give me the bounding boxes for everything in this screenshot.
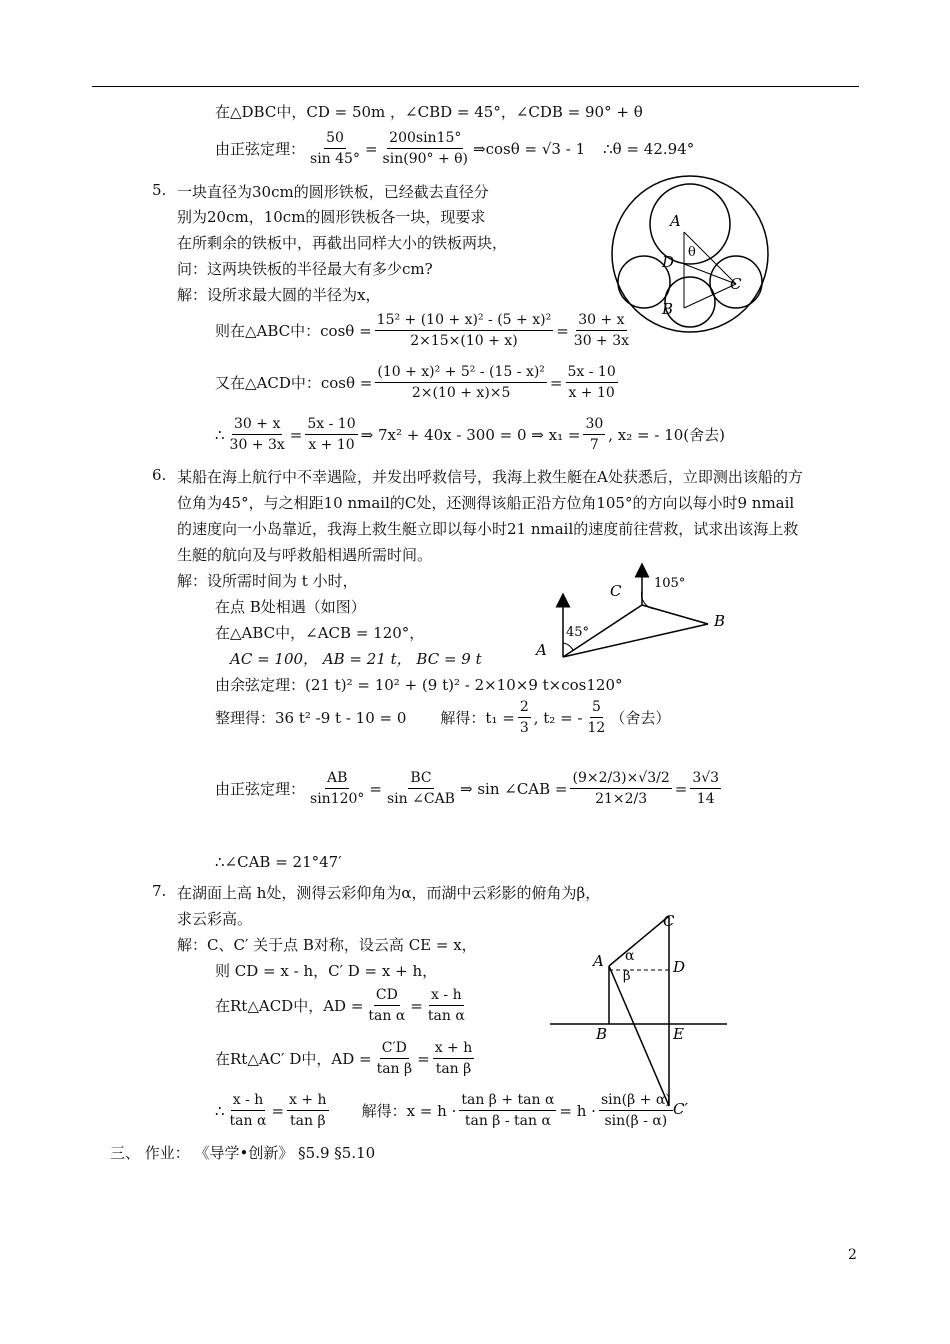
p7-solve-equation: ∴ $\frac{x - h}{\text{tan α}}$ = $\frac{x + h}{\text{tan β}}$ 解得：x = h · $\frac{\text{tan β + tan α}}{\text{tan β - tan α}}$ = h · $\frac{\sin(\beta + \alpha)}{\sin(\beta - \alpha)}$	[215, 1092, 671, 1129]
fraction: $\frac{5}{12}$	[587, 699, 606, 736]
homework-line: 三、 作业： 《导学•创新》 §5.9 §5.10	[110, 1144, 376, 1162]
label-beta: β	[623, 969, 631, 984]
problem-6-solution: AC = 100， AB = 21 t， BC = 9 t	[230, 650, 482, 668]
label-B: B	[596, 1025, 608, 1043]
navigation-figure	[530, 562, 730, 667]
problem-7-text: 求云彩高。	[177, 910, 253, 928]
label-45: 45°	[566, 625, 590, 640]
top-line1: 在△DBC中，CD = 50m ，∠CBD = 45°，∠CDB = 90° + θ	[215, 103, 643, 121]
problem-7-solution: 则 CD = x - h，C′ D = x + h，	[215, 962, 438, 980]
label-theta: θ	[688, 245, 696, 260]
problem-5-text: 别为20cm，10cm的圆形铁板各一块，现要求	[177, 208, 486, 226]
fraction: $\frac{CD}{\text{tan α}}$	[368, 987, 406, 1024]
p7-acpd-equation: 在Rt△AC′ D中，AD = $\frac{C'D}{\text{tan β}}$ = $\frac{x + h}{\text{tan β}}$	[215, 1040, 473, 1077]
fraction: $\frac{BC}{\text{sin ∠CAB}}$	[387, 770, 455, 807]
problem-6-solution: 在点 B处相遇（如图）	[215, 598, 366, 616]
fraction: $\frac{\text{tan β + tan α}}{\text{tan β - tan α}}$	[461, 1092, 555, 1129]
problem-6-cosine: 由余弦定理：(21 t)² = 10² + (9 t)² - 2×10×9 t×cos120°	[215, 676, 623, 694]
fraction: $\frac{x - h}{\text{tan α}}$	[427, 987, 465, 1024]
problem-6-text: 生艇的航向及与呼救船相遇所需时间。	[177, 546, 433, 564]
header-rule	[92, 86, 859, 87]
problem-5-solution: 解：设所求最大圆的半径为x，	[177, 286, 381, 304]
p5-result-equation: ∴ $\frac{30 + x}{30 + 3x}$ = $\frac{5x - 10}{x + 10}$ ⇒ 7x² + 40x - 300 = 0 ⇒ x₁ = $\frac{30}{7}$ , x₂ = - 10(舍去)	[215, 416, 726, 453]
fraction: $\frac{x - h}{\text{tan α}}$	[229, 1092, 267, 1129]
label-A: A	[593, 952, 604, 970]
problem-7-solution: 解：C、C′ 关于点 B对称，设云高 CE = x，	[177, 936, 477, 954]
fraction: $\frac{(9\times 2/3)\times√3/2}{21\times 2/3}$	[572, 770, 670, 807]
fraction: $\frac{30 + x}{30 + 3x}$	[573, 312, 630, 349]
fraction: $\frac{C'D}{\text{tan β}}$	[376, 1040, 413, 1077]
problem-5-text: 一块直径为30cm的圆形铁板，已经截去直径分	[177, 183, 489, 201]
label-B: B	[662, 300, 674, 318]
problem-7-number: 7.	[152, 882, 167, 900]
label-C: C	[663, 912, 675, 930]
label-D: D	[662, 253, 675, 271]
fraction: $\frac{x + h}{\text{tan β}}$	[289, 1092, 327, 1129]
label-C-prime: C′	[673, 1100, 688, 1118]
problem-7-text: 在湖面上高 h处，测得云彩仰角为α，而湖中云彩影的俯角为β，	[177, 884, 601, 902]
problem-6-solution: 在△ABC中，∠ACB = 120°，	[215, 624, 425, 642]
fraction: $\frac{\text{15² + (10 + x)² - (5 + x)²}}{2\times 15\times(10 + x)}$	[376, 312, 552, 349]
label-A: A	[670, 212, 681, 230]
label-C: C	[730, 275, 742, 293]
fraction: $\frac{200\sin 15^\circ}{\sin(90^\circ + \theta)}$	[382, 130, 469, 167]
fraction: $\frac{3√3}{14}$	[692, 770, 720, 807]
label-E: E	[673, 1025, 684, 1043]
label-D: D	[673, 958, 686, 976]
fraction: $\frac{30 + x}{30 + 3x}$	[229, 416, 285, 453]
fraction: $\frac{5x - 10}{x + 10}$	[307, 416, 356, 453]
lake-figure	[545, 908, 735, 1120]
label-105: 105°	[654, 576, 686, 591]
top-sine-line: 由正弦定理： $\frac{50}{\sin 45^\circ}$ = $\frac{200\sin 15^\circ}{\sin(90^\circ + \theta)}$ ⇒cosθ = √3 - 1 ∴θ = 42.94°	[215, 130, 695, 167]
fraction: $\frac{\sin(\beta + \alpha)}{\sin(\beta - \alpha)}$	[600, 1092, 671, 1129]
problem-5-text: 问：这两块铁板的半径最大有多少cm?	[177, 260, 433, 278]
fraction: $\frac{5x - 10}{x + 10}$	[567, 364, 616, 401]
label-alpha: α	[625, 948, 635, 964]
page-number: 2	[848, 1247, 857, 1263]
p6-roots: 整理得：36 t² -9 t - 10 = 0 解得：t₁ = $\frac{2}{3}$ , t₂ = - $\frac{5}{12}$ （舍去）	[215, 699, 671, 736]
p5-acd-equation: 又在△ACD中：cosθ = $\frac{\text{(10 + x)² + 5² - (15 - x)²}}{2\times(10 + x)\times 5}$ = $\frac{5x - 10}{x + 10}$	[215, 364, 616, 401]
label-C: C	[610, 582, 622, 600]
fraction: $\frac{x + h}{\text{tan β}}$	[434, 1040, 473, 1077]
problem-6-text: 某船在海上航行中不幸遇险，并发出呼救信号，我海上救生艇在A处获悉后，立即测出该船的方	[177, 468, 803, 486]
problem-6-number: 6.	[152, 466, 167, 484]
p5-abc-equation: 则在△ABC中：cosθ = $\frac{\text{15² + (10 + x)² - (5 + x)²}}{2\times 15\times(10 + x)}$ = $\frac{30 + x}{30 + 3x}$	[215, 312, 630, 349]
problem-5-number: 5.	[152, 181, 167, 199]
fraction: $\frac{50}{\sin 45^\circ}$	[310, 130, 360, 167]
problem-6-solution: 解：设所需时间为 t 小时，	[177, 572, 358, 590]
problem-5-text: 在所剩余的铁板中，再截出同样大小的铁板两块，	[177, 234, 508, 252]
p6-sine-equation: 由正弦定理： $\frac{AB}{\sin 120^\circ}$ = $\frac{BC}{\text{sin ∠CAB}}$ ⇒ sin ∠CAB = $\frac{(9\times 2/3)\times√3/2}{21\times 2/3}$ = $\frac{3√3}{14}$	[215, 770, 720, 807]
fraction: $\frac{AB}{\sin 120^\circ}$	[310, 770, 365, 807]
problem-6-text: 的速度向一小岛靠近，我海上救生艇立即以每小时21 nmail的速度前往营救，试求出该海上救	[177, 520, 799, 538]
label-A: A	[536, 641, 547, 659]
label-B: B	[714, 612, 726, 630]
circle-figure	[600, 168, 780, 338]
p7-acd-equation: 在Rt△ACD中，AD = $\frac{CD}{\text{tan α}}$ = $\frac{x - h}{\text{tan α}}$	[215, 987, 465, 1024]
problem-6-text: 位角为45°，与之相距10 nmail的C处，还测得该船正沿方位角105°的方向以每小时9 nmail	[177, 494, 795, 512]
fraction: $\frac{2}{3}$	[519, 699, 529, 736]
fraction: $\frac{30}{7}$	[585, 416, 604, 453]
fraction: $\frac{\text{(10 + x)² + 5² - (15 - x)²}}{2\times(10 + x)\times 5}$	[377, 364, 545, 401]
problem-6-final: ∴∠CAB = 21°47′	[215, 853, 342, 871]
